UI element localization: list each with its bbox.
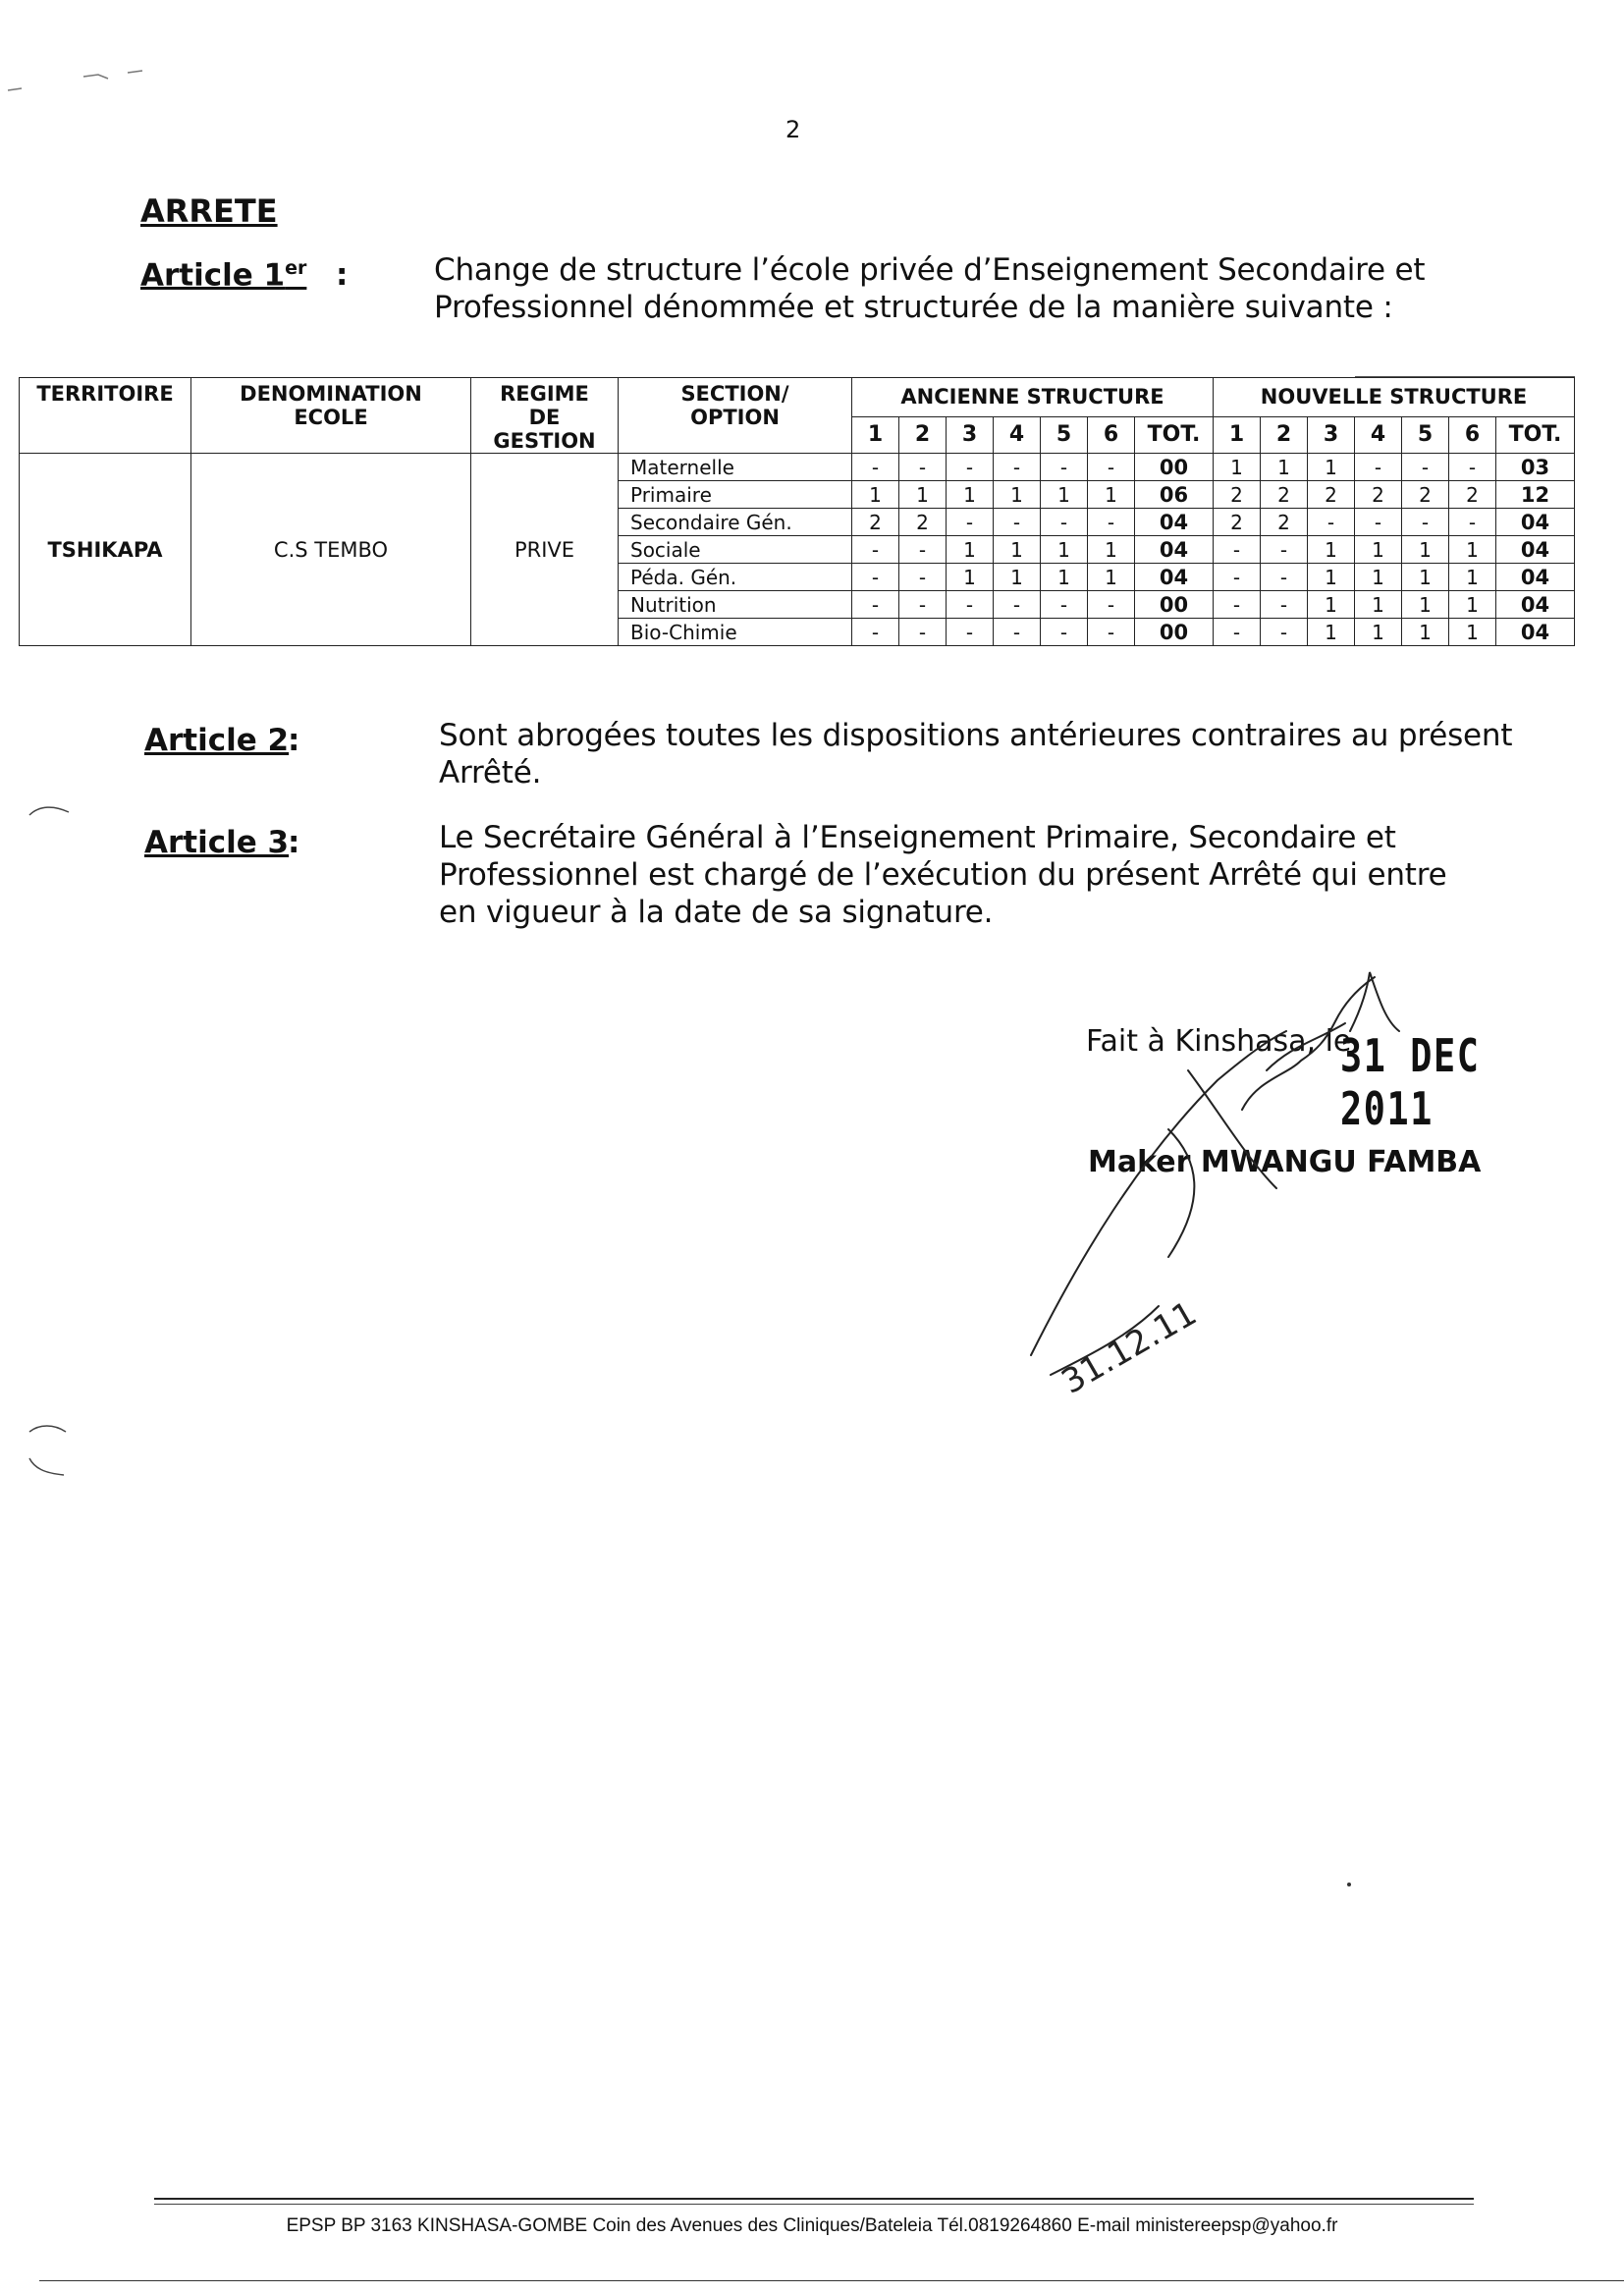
ancienne-value-cell: -	[1041, 509, 1088, 536]
nouvelle-total-cell: 04	[1496, 536, 1575, 564]
footer-address: EPSP BP 3163 KINSHASA-GOMBE Coin des Avenues des Cliniques/Bateleia Tél.0819264860 E-mail ministereepsp@yahoo.fr	[286, 2215, 1338, 2236]
nouvelle-value-cell: 2	[1308, 481, 1355, 509]
page-bottom-rule	[39, 2280, 1624, 2281]
nouvelle-value-cell: -	[1261, 591, 1308, 619]
nouvelle-value-cell: 1	[1402, 591, 1449, 619]
ancienne-col-tot: TOT.	[1135, 416, 1214, 453]
ancienne-value-cell: -	[1041, 454, 1088, 481]
nouvelle-total-cell: 04	[1496, 509, 1575, 536]
nouvelle-total-cell: 04	[1496, 564, 1575, 591]
nouvelle-value-cell: 2	[1449, 481, 1496, 509]
page-number: 2	[785, 116, 801, 143]
nouvelle-value-cell: 2	[1214, 509, 1261, 536]
nouvelle-col-3: 3	[1308, 416, 1355, 453]
ancienne-value-cell: -	[947, 591, 994, 619]
option-cell: Sociale	[619, 536, 852, 564]
nouvelle-value-cell: 1	[1261, 454, 1308, 481]
ancienne-value-cell: 1	[1088, 564, 1135, 591]
nouvelle-col-1: 1	[1214, 416, 1261, 453]
ancienne-total-cell: 04	[1135, 509, 1214, 536]
nouvelle-value-cell: 1	[1308, 536, 1355, 564]
ancienne-total-cell: 04	[1135, 536, 1214, 564]
ancienne-value-cell: -	[994, 591, 1041, 619]
stamp-date: 31 DEC 2011	[1340, 1029, 1481, 1135]
ancienne-value-cell: -	[899, 619, 947, 646]
ancienne-value-cell: -	[994, 619, 1041, 646]
nouvelle-total-cell: 12	[1496, 481, 1575, 509]
footer-rule	[154, 2198, 1474, 2200]
header-denomination-line-1: DENOMINATION	[240, 382, 422, 406]
option-cell: Bio-Chimie	[619, 619, 852, 646]
ancienne-value-cell: -	[947, 454, 994, 481]
ancienne-value-cell: -	[899, 564, 947, 591]
ancienne-value-cell: -	[1088, 591, 1135, 619]
ancienne-value-cell: 1	[899, 481, 947, 509]
ancienne-value-cell: -	[994, 509, 1041, 536]
nouvelle-value-cell: 1	[1308, 591, 1355, 619]
article-1-line-2: Professionnel dénommée et structurée de la manière suivante :	[434, 290, 1393, 325]
ancienne-value-cell: 1	[947, 481, 994, 509]
nouvelle-value-cell: 2	[1261, 481, 1308, 509]
nouvelle-value-cell: 1	[1402, 619, 1449, 646]
nouvelle-value-cell: 1	[1355, 591, 1402, 619]
ancienne-total-cell: 00	[1135, 454, 1214, 481]
header-ancienne-structure: ANCIENNE STRUCTURE	[852, 378, 1214, 417]
ancienne-value-cell: -	[1088, 619, 1135, 646]
article-2-colon: :	[288, 723, 300, 758]
ancienne-value-cell: -	[852, 564, 899, 591]
header-section-line-1: SECTION/	[680, 382, 789, 406]
ancienne-value-cell: 1	[994, 536, 1041, 564]
header-territoire: TERRITOIRE	[20, 378, 191, 454]
article-1-text	[434, 251, 1534, 326]
scan-dot	[1347, 1883, 1351, 1886]
signatory-name: Maker MWANGU FAMBA	[1088, 1145, 1482, 1179]
ancienne-col-5: 5	[1041, 416, 1088, 453]
article-3-text	[439, 819, 1539, 931]
ancienne-total-cell: 00	[1135, 619, 1214, 646]
handwritten-signature	[1021, 962, 1492, 1414]
nouvelle-value-cell: 1	[1449, 619, 1496, 646]
nouvelle-col-4: 4	[1355, 416, 1402, 453]
handwritten-date: 31.12.11	[1055, 1293, 1204, 1402]
article-3-line-2: Professionnel est chargé de l’exécution du présent Arrêté qui entre	[439, 857, 1447, 893]
nouvelle-value-cell: -	[1261, 564, 1308, 591]
nouvelle-value-cell: -	[1214, 619, 1261, 646]
decree-heading: ARRETE	[140, 192, 278, 230]
nouvelle-value-cell: 2	[1261, 509, 1308, 536]
ancienne-value-cell: 1	[947, 564, 994, 591]
denomination-cell: C.S TEMBO	[191, 454, 471, 646]
article-3-line-3: en vigueur à la date de sa signature.	[439, 895, 994, 930]
ancienne-value-cell: 1	[994, 481, 1041, 509]
header-regime-line-2: DE	[528, 406, 561, 429]
header-regime	[471, 378, 619, 454]
nouvelle-value-cell: -	[1214, 591, 1261, 619]
ancienne-value-cell: 1	[947, 536, 994, 564]
article-2-line-2: Arrêté.	[439, 755, 542, 791]
nouvelle-value-cell: -	[1449, 509, 1496, 536]
territoire-cell: TSHIKAPA	[20, 454, 191, 646]
article-2-line-1: Sont abrogées toutes les dispositions antérieures contraires au présent	[439, 718, 1513, 753]
nouvelle-value-cell: 1	[1355, 536, 1402, 564]
ancienne-value-cell: 1	[852, 481, 899, 509]
nouvelle-col-5: 5	[1402, 416, 1449, 453]
ancienne-total-cell: 06	[1135, 481, 1214, 509]
footer-rule-thin	[154, 2204, 1474, 2205]
signing-place: Fait à Kinshasa, le	[1086, 1024, 1352, 1059]
nouvelle-value-cell: -	[1355, 509, 1402, 536]
regime-cell: PRIVE	[471, 454, 619, 646]
nouvelle-value-cell: -	[1402, 454, 1449, 481]
ancienne-col-3: 3	[947, 416, 994, 453]
ancienne-value-cell: 1	[1041, 481, 1088, 509]
ancienne-col-6: 6	[1088, 416, 1135, 453]
article-1-line-1: Change de structure l’école privée d’Enseignement Secondaire et	[434, 252, 1426, 288]
article-1-colon: :	[336, 257, 349, 293]
article-3-label: Article 3	[144, 825, 290, 860]
ancienne-value-cell: -	[899, 591, 947, 619]
option-cell: Péda. Gén.	[619, 564, 852, 591]
article-1-label-text: Article 1	[140, 257, 286, 294]
nouvelle-value-cell: 1	[1308, 454, 1355, 481]
nouvelle-value-cell: 1	[1402, 564, 1449, 591]
header-regime-line-1: REGIME	[500, 382, 589, 406]
article-1-superscript: er	[285, 257, 307, 279]
option-cell: Secondaire Gén.	[619, 509, 852, 536]
ancienne-total-cell: 00	[1135, 591, 1214, 619]
article-3-colon: :	[288, 825, 300, 860]
scan-mark-left-2	[25, 1414, 83, 1493]
ancienne-col-2: 2	[899, 416, 947, 453]
nouvelle-value-cell: -	[1261, 619, 1308, 646]
nouvelle-value-cell: 1	[1355, 564, 1402, 591]
article-2-label: Article 2	[144, 723, 290, 758]
ancienne-value-cell: 2	[899, 509, 947, 536]
ancienne-value-cell: -	[852, 536, 899, 564]
nouvelle-value-cell: -	[1308, 509, 1355, 536]
ancienne-total-cell: 04	[1135, 564, 1214, 591]
header-regime-line-3: GESTION	[493, 429, 596, 453]
header-section	[619, 378, 852, 454]
ancienne-value-cell: -	[947, 509, 994, 536]
nouvelle-value-cell: -	[1261, 536, 1308, 564]
nouvelle-col-6: 6	[1449, 416, 1496, 453]
article-2-text	[439, 717, 1539, 792]
ancienne-value-cell: -	[852, 591, 899, 619]
nouvelle-value-cell: 2	[1214, 481, 1261, 509]
ancienne-col-4: 4	[994, 416, 1041, 453]
nouvelle-value-cell: -	[1402, 509, 1449, 536]
nouvelle-col-tot: TOT.	[1496, 416, 1575, 453]
nouvelle-total-cell: 04	[1496, 619, 1575, 646]
option-cell: Nutrition	[619, 591, 852, 619]
ancienne-value-cell: -	[1041, 591, 1088, 619]
table-row	[20, 454, 1575, 481]
nouvelle-value-cell: 1	[1308, 564, 1355, 591]
ancienne-value-cell: 1	[1041, 564, 1088, 591]
scan-mark-left-1	[25, 800, 83, 840]
nouvelle-value-cell: 2	[1355, 481, 1402, 509]
structure-table	[19, 377, 1575, 646]
ancienne-value-cell: 1	[994, 564, 1041, 591]
scan-mark-top	[0, 59, 157, 98]
header-denomination-line-2: ECOLE	[294, 406, 368, 429]
nouvelle-value-cell: -	[1214, 536, 1261, 564]
option-cell: Primaire	[619, 481, 852, 509]
nouvelle-total-cell: 04	[1496, 591, 1575, 619]
nouvelle-value-cell: -	[1355, 454, 1402, 481]
nouvelle-value-cell: 1	[1449, 536, 1496, 564]
nouvelle-value-cell: 1	[1449, 564, 1496, 591]
nouvelle-value-cell: 1	[1308, 619, 1355, 646]
header-section-line-2: OPTION	[690, 406, 780, 429]
ancienne-value-cell: -	[899, 454, 947, 481]
ancienne-value-cell: -	[1041, 619, 1088, 646]
ancienne-value-cell: -	[852, 619, 899, 646]
ancienne-value-cell: 2	[852, 509, 899, 536]
ancienne-value-cell: -	[994, 454, 1041, 481]
article-3-line-1: Le Secrétaire Général à l’Enseignement Primaire, Secondaire et	[439, 820, 1396, 855]
header-nouvelle-structure: NOUVELLE STRUCTURE	[1214, 378, 1575, 417]
ancienne-value-cell: -	[852, 454, 899, 481]
nouvelle-value-cell: 1	[1355, 619, 1402, 646]
nouvelle-value-cell: -	[1449, 454, 1496, 481]
ancienne-value-cell: -	[1088, 509, 1135, 536]
nouvelle-value-cell: 1	[1449, 591, 1496, 619]
ancienne-value-cell: -	[899, 536, 947, 564]
ancienne-value-cell: -	[1088, 454, 1135, 481]
ancienne-value-cell: -	[947, 619, 994, 646]
option-cell: Maternelle	[619, 454, 852, 481]
nouvelle-col-2: 2	[1261, 416, 1308, 453]
ancienne-value-cell: 1	[1088, 481, 1135, 509]
table-body	[20, 454, 1575, 646]
nouvelle-value-cell: 2	[1402, 481, 1449, 509]
nouvelle-value-cell: 1	[1402, 536, 1449, 564]
nouvelle-value-cell: -	[1214, 564, 1261, 591]
article-1-label	[140, 257, 306, 293]
nouvelle-value-cell: 1	[1214, 454, 1261, 481]
nouvelle-total-cell: 03	[1496, 454, 1575, 481]
ancienne-value-cell: 1	[1041, 536, 1088, 564]
ancienne-value-cell: 1	[1088, 536, 1135, 564]
header-denomination	[191, 378, 471, 454]
ancienne-col-1: 1	[852, 416, 899, 453]
